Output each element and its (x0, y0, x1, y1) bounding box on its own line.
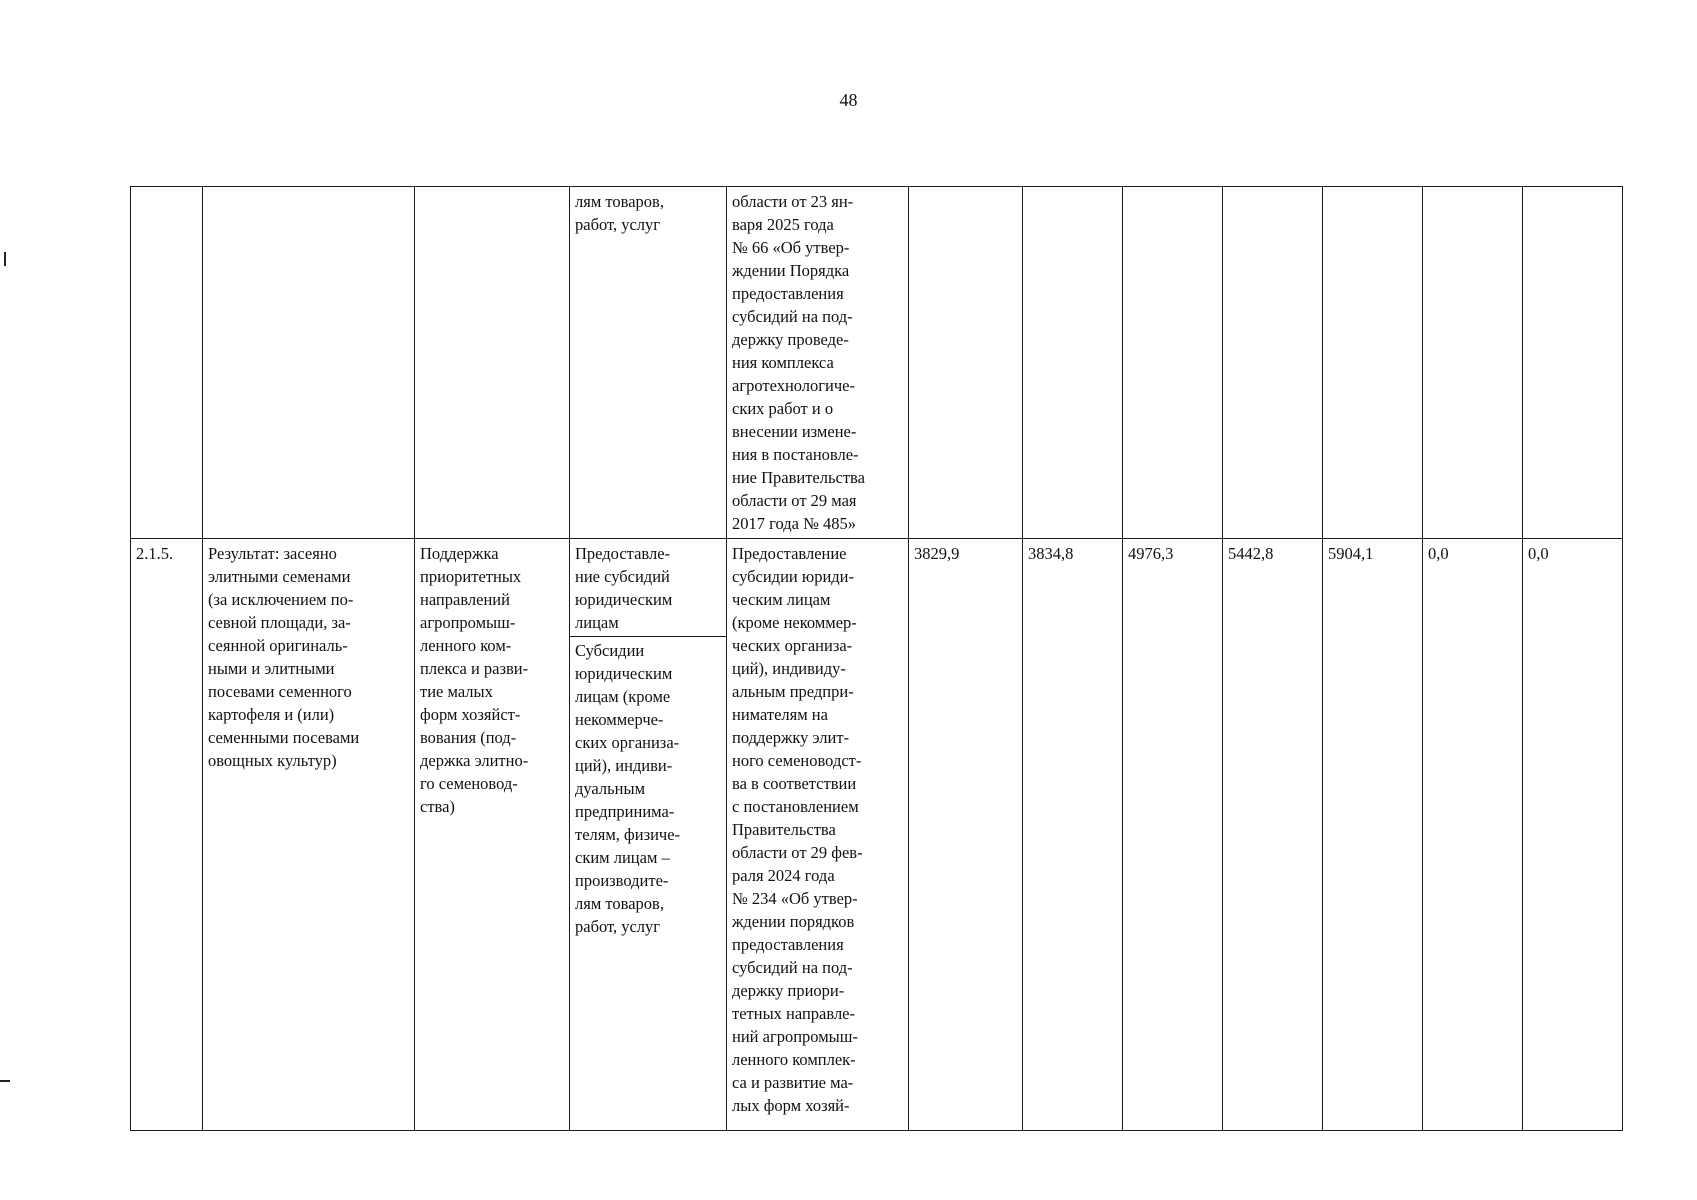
direction-cell: Поддержка приоритетных направлений агропромыш- ленного ком- плекса и разви- тие малых форм хозяйст- вования (под- держка элитно- го семеновод- ства) (415, 539, 570, 1131)
value-cell: 0,0 (1423, 539, 1523, 1131)
support-form-type: Предоставле- ние субсидий юридическим лицам (570, 542, 726, 637)
value-cell (1023, 187, 1123, 539)
value-cell: 5442,8 (1223, 539, 1323, 1131)
value-cell: 5904,1 (1323, 539, 1423, 1131)
program-table (130, 186, 1623, 1131)
scan-edge-mark (0, 1080, 10, 1082)
value-cell (909, 187, 1023, 539)
page-number: 48 (839, 90, 858, 110)
support-form-cell (570, 539, 727, 1131)
value-cell (1523, 187, 1623, 539)
result-cell (203, 187, 415, 539)
value-cell (1323, 187, 1423, 539)
value-cell: 3829,9 (909, 539, 1023, 1131)
result-cell: Результат: засеяно элитными семенами (за исключением по- севной площади, за- сеянной оригиналь- ными и элитными посевами семенного картофеля и (или) семенными посевами овощных культур) (203, 539, 415, 1131)
scan-edge-mark (4, 252, 6, 266)
support-form-recipients: Субсидии юридическим лицам (кроме некоммерче- ских организа- ций), индиви- дуальным предпринима- телям, физиче- ским лицам – производите- лям товаров, работ, услуг (575, 641, 681, 936)
legal-basis-cell: области от 23 ян- варя 2025 года № 66 «Об утвер- ждении Порядка предоставления субсидий на под- держку проведе- ния комплекса агротехнологиче- ских работ и о внесении измене- ния в постановле- ние Правительства области от 29 мая 2017 года № 485» (727, 187, 909, 539)
legal-basis-cell: Предоставление субсидии юриди- ческим лицам (кроме некоммер- ческих организа- ций), индивиду- альным предпри- нимателям на поддержку элит- ного семеноводст- ва в соответствии с постановлением Правительства области от 29 фев- раля 2024 года № 234 «Об утвер- ждении порядков предоставления субсидий на под- держку приори- тетных направле- ний агропромыш- ленного комплек- са и развитие ма- лых форм хозяй- (727, 539, 909, 1131)
row-code-cell (131, 187, 203, 539)
support-form-cell (570, 187, 727, 539)
value-cell: 4976,3 (1123, 539, 1223, 1131)
direction-cell (415, 187, 570, 539)
table-row (131, 187, 1623, 539)
value-cell (1423, 187, 1523, 539)
support-form-text: лям товаров, работ, услуг (575, 192, 664, 234)
value-cell: 3834,8 (1023, 539, 1123, 1131)
value-cell (1123, 187, 1223, 539)
row-code-cell: 2.1.5. (131, 539, 203, 1131)
value-cell (1223, 187, 1323, 539)
value-cell: 0,0 (1523, 539, 1623, 1131)
table-row (131, 539, 1623, 1131)
